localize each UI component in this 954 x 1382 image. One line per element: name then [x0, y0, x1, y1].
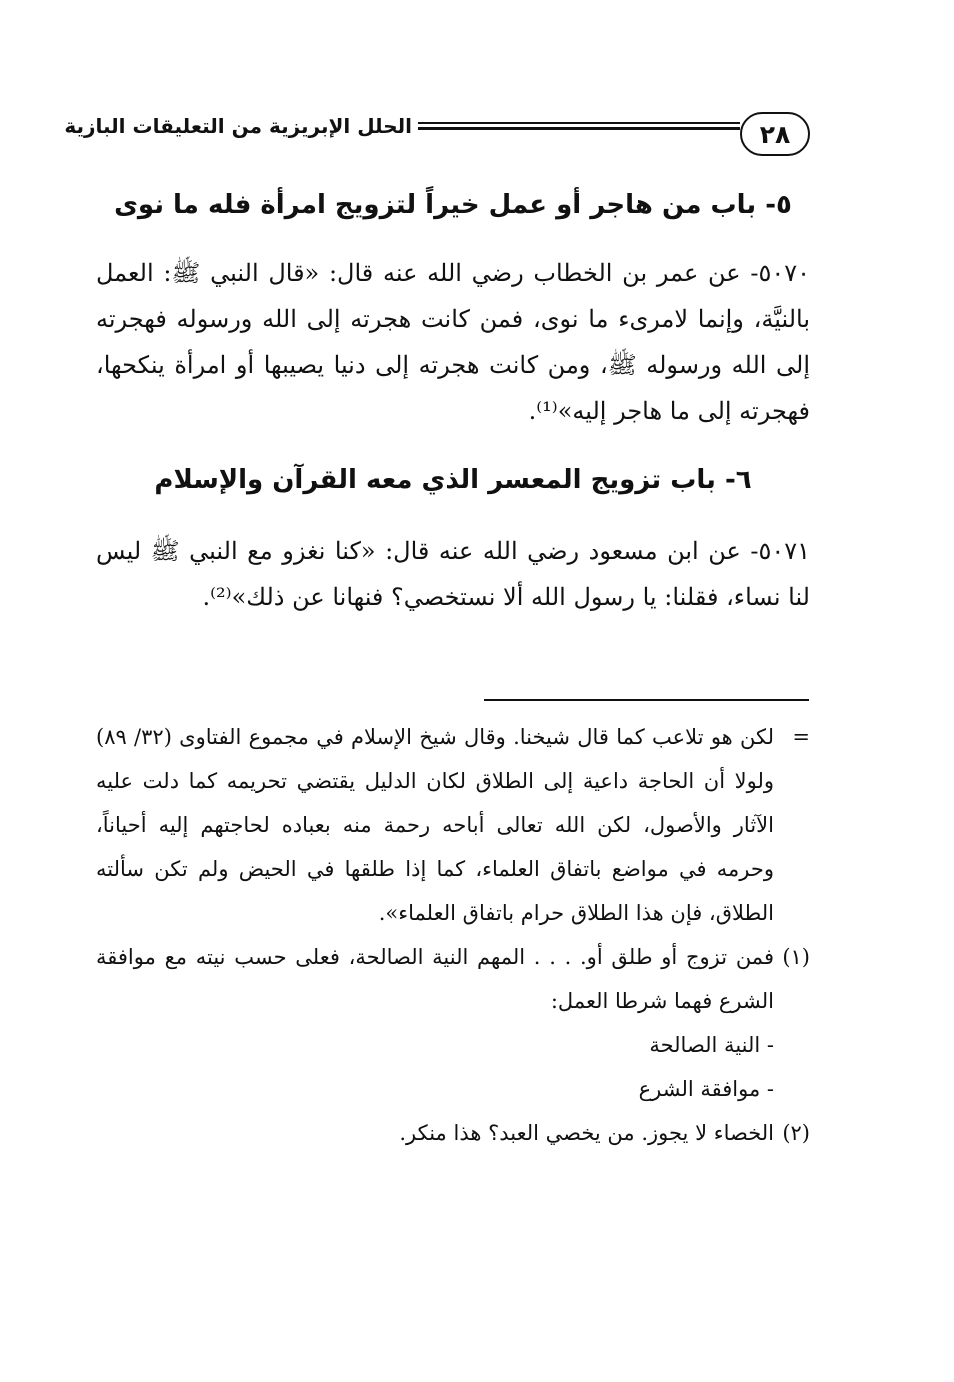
footnote-marker: (٢)	[782, 1121, 810, 1145]
hadith-5071: ٥٠٧١- عن ابن مسعود رضي الله عنه قال: «كنا نغزو مع النبي ﷺ ليس لنا نساء، فقلنا: يا رسول الله ألا نستخصي؟ فنهانا عن ذلك»⁽²⁾.	[96, 537, 810, 611]
footnote-list-item: - موافقة الشرع	[638, 1077, 774, 1101]
chapter-heading-6: ٦- باب تزويج المعسر الذي معه القرآن والإسلام	[154, 465, 752, 495]
footnote-marker: (١)	[782, 945, 810, 969]
page-number: ٢٨	[740, 112, 810, 156]
header-rule	[418, 122, 740, 132]
footnote-2	[96, 1111, 810, 1155]
footnote-text: الخصاء لا يجوز. من يخصي العبد؟ هذا منكر.	[399, 1121, 774, 1145]
footnotes	[96, 715, 810, 1155]
running-title: الحلل الإبريزية من التعليقات البازية	[64, 114, 412, 138]
hadith-5070: ٥٠٧٠- عن عمر بن الخطاب رضي الله عنه قال: «قال النبي ﷺ: العمل بالنيَّة، وإنما لامرىء ما نوى، فمن كانت هجرته إلى الله ورسوله فهجرته إلى الله ورسوله ﷺ، ومن كانت هجرته إلى دنيا يصيبها أو امرأة ينكحها، فهجرته إلى ما هاجر إليه»⁽¹⁾.	[96, 259, 810, 425]
chapter-heading-5: ٥- باب من هاجر أو عمل خيراً لتزويج امرأة فله ما نوى	[114, 190, 792, 220]
running-header	[64, 112, 810, 156]
footnote-text: لكن هو تلاعب كما قال شيخنا. وقال شيخ الإسلام في مجموع الفتاوى (٣٢/ ٨٩) ولولا أن الحاجة داعية إلى الطلاق لكان الدليل يقتضي تحريمه كما دلت عليه الآثار والأصول، لكن الله تعالى أباحه رحمة منه بعباده لحاجتهم إليه أحياناً، وحرمه في مواضع باتفاق العلماء، كما إذا طلقها في الحيض ولم تكن سألته الطلاق، فإن هذا الطلاق حرام باتفاق العلماء».	[96, 725, 774, 925]
footnote-separator	[484, 699, 809, 701]
footnote-marker: =	[792, 725, 810, 749]
footnote-list-item: - النية الصالحة	[649, 1033, 774, 1057]
footnote-1	[96, 935, 810, 1111]
footnote-continued	[96, 715, 810, 935]
footnote-text: فمن تزوج أو طلق أو. . . . المهم النية الصالحة، فعلى حسب نيته مع موافقة الشرع فهما شرطا العمل:	[96, 945, 774, 1013]
